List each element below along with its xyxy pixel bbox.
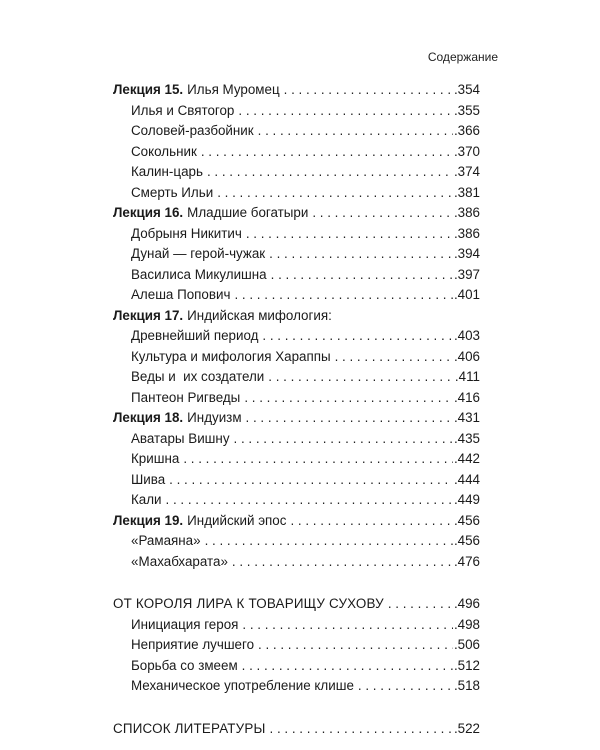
page-number: .416 <box>453 389 480 405</box>
page-number: .381 <box>453 184 480 200</box>
page-number: .442 <box>453 451 480 466</box>
page-number: .498 <box>453 616 480 632</box>
dot-leader <box>258 121 453 142</box>
toc-part <box>113 594 480 615</box>
page-number: .456 <box>453 533 480 548</box>
page-number: .444 <box>453 471 480 487</box>
dot-leader <box>246 224 453 245</box>
lecture-number: Лекция 17. <box>113 307 184 323</box>
entry-title: Смерть Ильи <box>131 184 214 200</box>
dot-leader <box>335 347 453 368</box>
page-number: .512 <box>453 657 480 673</box>
page-number: .431 <box>453 410 480 425</box>
dot-leader <box>201 142 453 163</box>
dot-leader <box>270 719 453 740</box>
toc-entry <box>113 367 480 388</box>
page-number: .449 <box>453 492 480 507</box>
dot-leader <box>246 408 453 429</box>
toc-entry <box>113 142 480 163</box>
entry-title: Василиса Микулишна <box>131 266 267 282</box>
toc-entry <box>113 635 480 656</box>
dot-leader <box>269 244 453 265</box>
toc-lecture-17 <box>113 306 480 327</box>
toc-entry <box>113 347 480 368</box>
page-number: .386 <box>453 205 480 220</box>
toc-entry <box>113 449 480 470</box>
toc-entry <box>113 490 480 511</box>
entry-title: Илья и Святогор <box>131 102 235 118</box>
dot-leader <box>271 265 453 286</box>
toc-entry <box>113 676 480 697</box>
entry-title: Неприятие лучшего <box>131 637 255 652</box>
dot-leader <box>268 367 454 388</box>
entry-title: Калин-царь <box>131 164 203 179</box>
toc-entry <box>113 101 480 122</box>
lecture-title: Индийская мифология: <box>187 307 332 323</box>
dot-leader <box>242 656 453 677</box>
page-number: .366 <box>453 123 480 138</box>
toc-lecture-19 <box>113 511 480 532</box>
page-number: .411 <box>454 369 480 384</box>
toc-entry <box>113 162 480 183</box>
entry-title: Дунай — герой-чужак <box>131 246 266 261</box>
lecture-number: Лекция 16. <box>113 205 184 220</box>
entry-title: Пантеон Ригведы <box>131 389 241 405</box>
dot-leader <box>242 615 453 636</box>
entry-title: Сокольник <box>131 143 197 159</box>
lecture-title: Индийский эпос <box>187 512 287 528</box>
toc-entry <box>113 326 480 347</box>
page-number: .406 <box>453 348 480 364</box>
lecture-number: Лекция 19. <box>113 512 184 528</box>
toc-entry <box>113 285 480 306</box>
toc-entry <box>113 615 480 636</box>
section-gap <box>113 572 480 594</box>
entry-title: «Рамаяна» <box>131 533 201 548</box>
dot-leader <box>169 470 453 491</box>
toc-bibliography <box>113 719 480 740</box>
toc-lecture-16 <box>113 203 480 224</box>
entry-title: Соловей-разбойник <box>131 123 254 138</box>
dot-leader <box>258 635 453 656</box>
toc-entry <box>113 265 480 286</box>
dot-leader <box>205 531 453 552</box>
toc-entry <box>113 531 480 552</box>
page-number: .496 <box>453 596 480 611</box>
entry-title: Борьба со змеем <box>131 657 238 673</box>
page-number: .435 <box>453 430 480 446</box>
page-number: .397 <box>453 266 480 282</box>
toc-entry <box>113 429 480 450</box>
toc-entry <box>113 121 480 142</box>
part-title: ОТ КОРОЛЯ ЛИРА К ТОВАРИЩУ СУХОВУ <box>113 596 384 611</box>
dot-leader <box>234 429 453 450</box>
dot-leader <box>244 388 453 409</box>
toc-entry <box>113 552 480 573</box>
entry-title: Добрыня Никитич <box>131 225 242 241</box>
entry-title: Алеша Попович <box>131 287 231 302</box>
entry-title: Механическое употребление клише <box>131 678 354 693</box>
lecture-title: Младшие богатыри <box>187 205 309 220</box>
entry-title: Древнейший период <box>131 328 259 343</box>
dot-leader <box>238 101 453 122</box>
page-number: .374 <box>453 164 480 179</box>
lecture-number: Лекция 15. <box>113 82 184 97</box>
page-number: .476 <box>453 553 480 569</box>
bibliography-title: СПИСОК ЛИТЕРАТУРЫ <box>113 720 266 736</box>
page-number: .506 <box>453 637 480 652</box>
dot-leader <box>312 203 453 224</box>
dot-leader <box>284 80 453 101</box>
toc-lecture-18 <box>113 408 480 429</box>
page-number: .403 <box>453 328 480 343</box>
toc-entry <box>113 656 480 677</box>
entry-title: Аватары Вишну <box>131 430 230 446</box>
dot-leader <box>388 594 453 615</box>
entry-title: «Махабхарата» <box>131 553 228 569</box>
page-number: .518 <box>453 678 480 693</box>
entry-title: Веды и их создатели <box>131 369 265 384</box>
dot-leader <box>217 183 453 204</box>
page-number: .522 <box>453 720 480 736</box>
lecture-title: Илья Муромец <box>187 82 280 97</box>
running-head: Содержание <box>427 50 498 64</box>
entry-title: Шива <box>131 471 166 487</box>
dot-leader <box>183 449 453 470</box>
dot-leader <box>232 552 453 573</box>
table-of-contents <box>113 80 480 739</box>
toc-lecture-15 <box>113 80 480 101</box>
lecture-title: Индуизм <box>187 410 242 425</box>
dot-leader <box>234 285 452 306</box>
lecture-number: Лекция 18. <box>113 410 184 425</box>
dot-leader <box>262 326 453 347</box>
entry-title: Кали <box>131 492 162 507</box>
page-number: .386 <box>453 225 480 241</box>
page-number: .394 <box>453 246 480 261</box>
section-gap <box>113 697 480 719</box>
toc-entry <box>113 388 480 409</box>
dot-leader <box>290 511 453 532</box>
entry-title: Инициация героя <box>131 616 239 632</box>
toc-entry <box>113 183 480 204</box>
toc-entry <box>113 224 480 245</box>
dot-leader <box>166 490 453 511</box>
dot-leader <box>358 676 453 697</box>
page-number: .401 <box>453 287 480 302</box>
page-number: .355 <box>453 102 480 118</box>
page-number: .354 <box>453 82 480 97</box>
page-number: .456 <box>453 512 480 528</box>
entry-title: Кришна <box>131 451 180 466</box>
toc-entry <box>113 244 480 265</box>
toc-entry <box>113 470 480 491</box>
dot-leader <box>207 162 453 183</box>
page-number: .370 <box>453 143 480 159</box>
entry-title: Культура и мифология Хараппы <box>131 348 331 364</box>
